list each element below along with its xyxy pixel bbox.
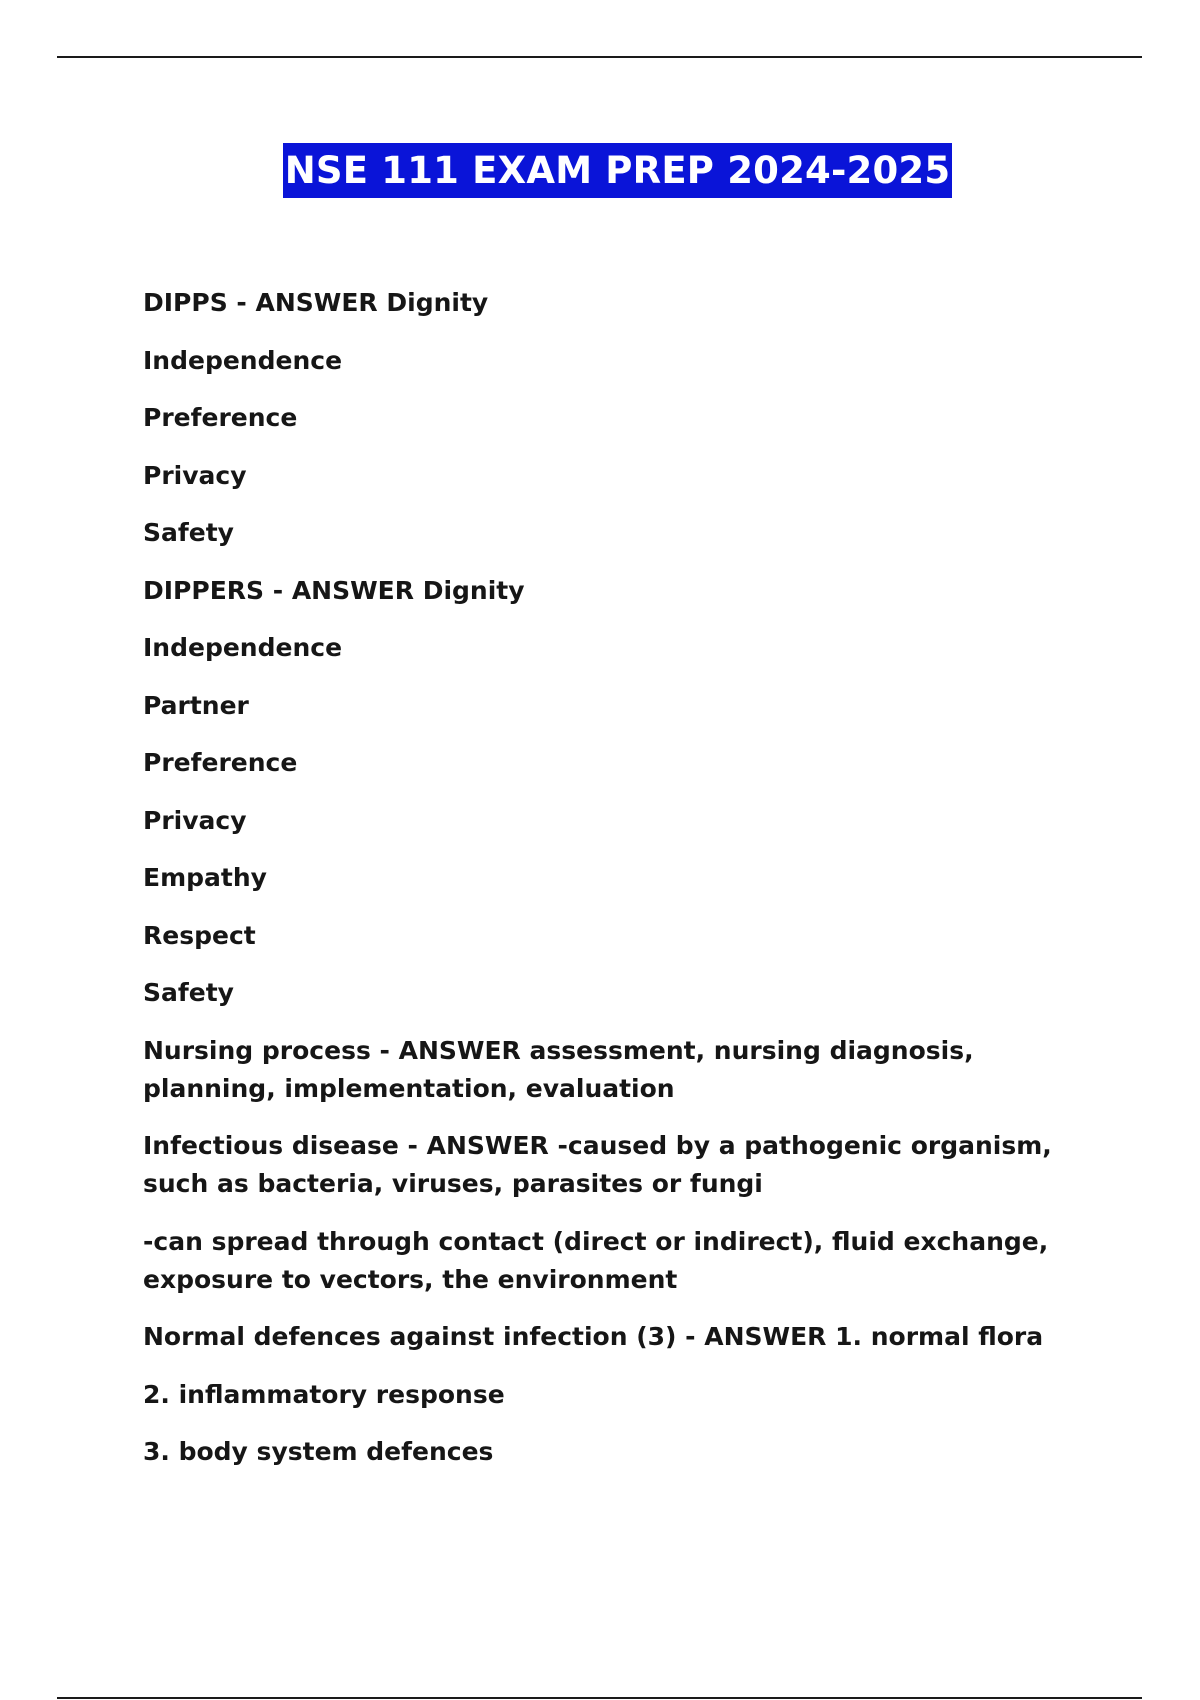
footer-rule: [57, 1697, 1142, 1699]
text-line: Partner: [143, 690, 249, 720]
text-line: Empathy: [143, 863, 267, 892]
text-line: 2. inflammatory response: [143, 1379, 505, 1409]
text-line: Preference: [143, 748, 298, 777]
text-line: Preference: [143, 403, 298, 432]
text-line: Safety: [143, 518, 234, 547]
text-line: Independence: [143, 633, 343, 662]
text-line: Independence: [143, 345, 343, 375]
text-line: Normal defences against infection (3) - ANSWER 1. normal flora: [143, 1322, 1044, 1351]
text-line: DIPPERS - ANSWER Dignity: [143, 575, 525, 605]
text-line: 3. body system defences: [143, 1437, 494, 1466]
text-line: DIPPS - ANSWER Dignity: [143, 288, 489, 317]
text-line: Infectious disease - ANSWER -caused by a pathogenic organism, such as bacteria, viruses, parasites or fungi: [143, 1131, 1052, 1198]
text-line: -can spread through contact (direct or indirect), fluid exchange, exposure to vectors, the environment: [143, 1226, 1049, 1294]
text-line: Nursing process - ANSWER assessment, nursing diagnosis, planning, implementation, evaluation: [143, 1035, 974, 1103]
text-line: Respect: [143, 920, 256, 950]
header-rule: [57, 56, 1142, 58]
document-title: NSE 111 EXAM PREP 2024-2025: [283, 143, 953, 198]
text-line: Privacy: [143, 460, 247, 490]
title-container: [0, 143, 1200, 198]
document-body: [143, 284, 1073, 1491]
text-line: Safety: [143, 978, 234, 1007]
text-line: Privacy: [143, 805, 247, 835]
